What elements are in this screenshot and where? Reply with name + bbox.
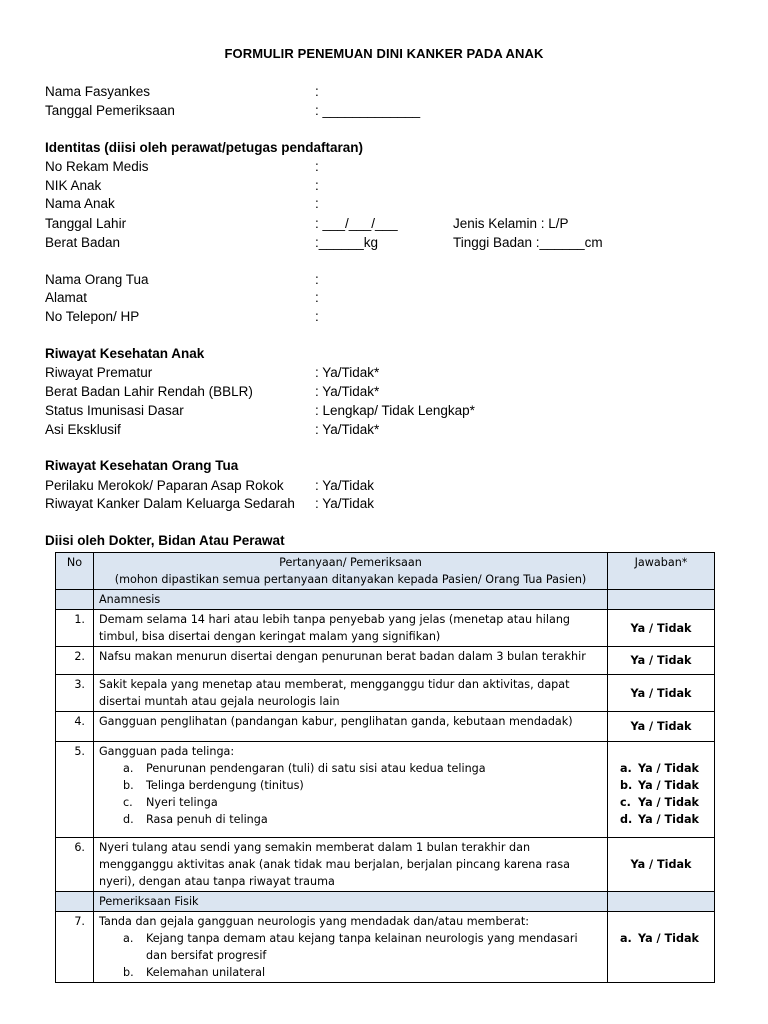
field-label: Riwayat Prematur [45,365,153,380]
field-value[interactable]: : Ya/Tidak [315,496,375,511]
sub-answer[interactable]: c. Ya / Tidak [620,796,699,809]
row-question [94,912,608,983]
section-heading-riwayat-ortu: Riwayat Kesehatan Orang Tua [45,458,239,473]
field-tinggi-badan[interactable]: Tinggi Badan :______cm [453,235,603,250]
sub-text: Kejang tanpa demam atau kejang tanpa kelainan neurologis yang mendasari dan bersifat progresif [146,932,578,962]
row-number: 7. [56,912,94,983]
row-number: 2. [56,647,94,675]
row-answer-group [608,742,715,838]
section-row-pemeriksaan-fisik [56,892,715,912]
sub-answer[interactable]: a. Ya / Tidak [620,932,699,945]
row-answer[interactable]: Ya / Tidak [608,712,715,742]
row-answer-group [608,912,715,983]
field-label: Nama Anak [45,196,115,211]
field-value[interactable]: : [315,290,319,305]
column-header-question-title: Pertanyaan/ Pemeriksaan [279,556,422,569]
table-row [56,675,715,712]
field-label: No Telepon/ HP [45,309,140,324]
field-label: Perilaku Merokok/ Paparan Asap Rokok [45,478,284,493]
field-jenis-kelamin[interactable]: Jenis Kelamin : L/P [453,216,569,231]
field-label: NIK Anak [45,178,102,193]
field-label: Nama Orang Tua [45,272,149,287]
field-value[interactable]: : [315,159,319,174]
field-label: Status Imunisasi Dasar [45,403,184,418]
sub-marker: b. [123,779,134,792]
sub-text: Rasa penuh di telinga [146,813,268,826]
row-question-intro: Gangguan pada telinga: [99,745,235,758]
row-answer[interactable]: Ya / Tidak [608,675,715,712]
field-value[interactable]: :______kg [315,235,379,250]
table-row [56,712,715,742]
field-value[interactable]: : [315,178,319,193]
sub-marker: d. [123,813,134,826]
table-row [56,647,715,675]
column-header-no: No [56,553,94,590]
field-label: Asi Eksklusif [45,422,121,437]
section-heading-identitas: Identitas (diisi oleh perawat/petugas pendaftaran) [45,140,364,155]
section-label: Pemeriksaan Fisik [94,892,608,912]
field-label: Nama Fasyankes [45,84,151,99]
row-number: 1. [56,610,94,647]
row-number: 5. [56,742,94,838]
row-number: 3. [56,675,94,712]
sub-text: Penurunan pendengaran (tuli) di satu sisi atau kedua telinga [146,762,486,775]
field-value[interactable]: : Lengkap/ Tidak Lengkap* [315,403,475,418]
table-row [56,838,715,892]
section-cell-empty [608,590,715,610]
sub-answer[interactable]: a. Ya / Tidak [620,762,699,775]
sub-marker: c. [123,796,133,809]
field-label: Tanggal Pemeriksaan [45,103,175,118]
row-question [94,742,608,838]
row-question: Demam selama 14 hari atau lebih tanpa penyebab yang jelas (menetap atau hilang timbul, bisa disertai dengan keringat malam yang signifikan) [94,610,608,647]
row-question: Nyeri tulang atau sendi yang semakin memberat dalam 1 bulan terakhir dan mengganggu aktivitas anak (anak tidak mau berjalan, berjalan pincang karena rasa nyeri), dengan atau tanpa riwayat trauma [94,838,608,892]
field-label: Tanggal Lahir [45,216,127,231]
field-value[interactable]: : Ya/Tidak [315,478,375,493]
row-question: Gangguan penglihatan (pandangan kabur, penglihatan ganda, kebutaan mendadak) [94,712,608,742]
field-label: Alamat [45,290,88,305]
table-row [56,742,715,838]
field-value[interactable]: : _____________ [315,103,421,118]
field-value[interactable]: : [315,196,319,211]
sub-item [99,930,602,964]
table-row [56,610,715,647]
field-label: Berat Badan Lahir Rendah (BBLR) [45,384,253,399]
row-number: 4. [56,712,94,742]
table-header-row [56,553,715,590]
field-value[interactable]: : [315,309,319,324]
sub-item [99,760,602,777]
section-cell-empty [56,892,94,912]
section-cell-empty [608,892,715,912]
section-cell-empty [56,590,94,610]
column-header-answer: Jawaban* [608,553,715,590]
field-value[interactable]: : Ya/Tidak* [315,422,380,437]
row-number: 6. [56,838,94,892]
column-header-question-note: (mohon dipastikan semua pertanyaan ditanyakan kepada Pasien/ Orang Tua Pasien) [114,573,587,586]
form-title: FORMULIR PENEMUAN DINI KANKER PADA ANAK [224,46,544,61]
row-answer[interactable]: Ya / Tidak [608,647,715,675]
sub-text: Kelemahan unilateral [146,966,266,979]
sub-answer[interactable]: d. Ya / Tidak [620,813,699,826]
sub-marker: a. [123,762,134,775]
row-answer[interactable]: Ya / Tidak [608,838,715,892]
row-question-intro: Tanda dan gejala gangguan neurologis yang mendadak dan/atau memberat: [99,915,530,928]
sub-text: Telinga berdengung (tinitus) [146,779,304,792]
column-header-question [94,553,608,590]
section-heading-riwayat-anak: Riwayat Kesehatan Anak [45,346,205,361]
row-question: Sakit kepala yang menetap atau memberat, mengganggu tidur dan aktivitas, dapat disertai muntah atau gejala neurologis lain [94,675,608,712]
section-row-anamnesis [56,590,715,610]
field-value[interactable]: : Ya/Tidak* [315,365,380,380]
field-value[interactable]: : [315,84,319,99]
table-row [56,912,715,983]
sub-marker: a. [123,932,134,945]
sub-item [99,794,602,811]
sub-text: Nyeri telinga [146,796,218,809]
questionnaire-table [55,552,715,983]
section-label: Anamnesis [94,590,608,610]
field-label: No Rekam Medis [45,159,149,174]
row-answer[interactable]: Ya / Tidak [608,610,715,647]
sub-item [99,811,602,828]
sub-item [99,964,602,981]
field-value[interactable]: : ___/___/___ [315,216,398,231]
field-value[interactable]: : [315,272,319,287]
field-value[interactable]: : Ya/Tidak* [315,384,380,399]
row-question: Nafsu makan menurun disertai dengan penurunan berat badan dalam 3 bulan terakhir [94,647,608,675]
sub-item [99,777,602,794]
sub-answer[interactable]: b. Ya / Tidak [620,779,699,792]
field-label: Berat Badan [45,235,121,250]
field-label: Riwayat Kanker Dalam Keluarga Sedarah [45,496,295,511]
sub-marker: b. [123,966,134,979]
section-heading-table: Diisi oleh Dokter, Bidan Atau Perawat [45,533,285,548]
